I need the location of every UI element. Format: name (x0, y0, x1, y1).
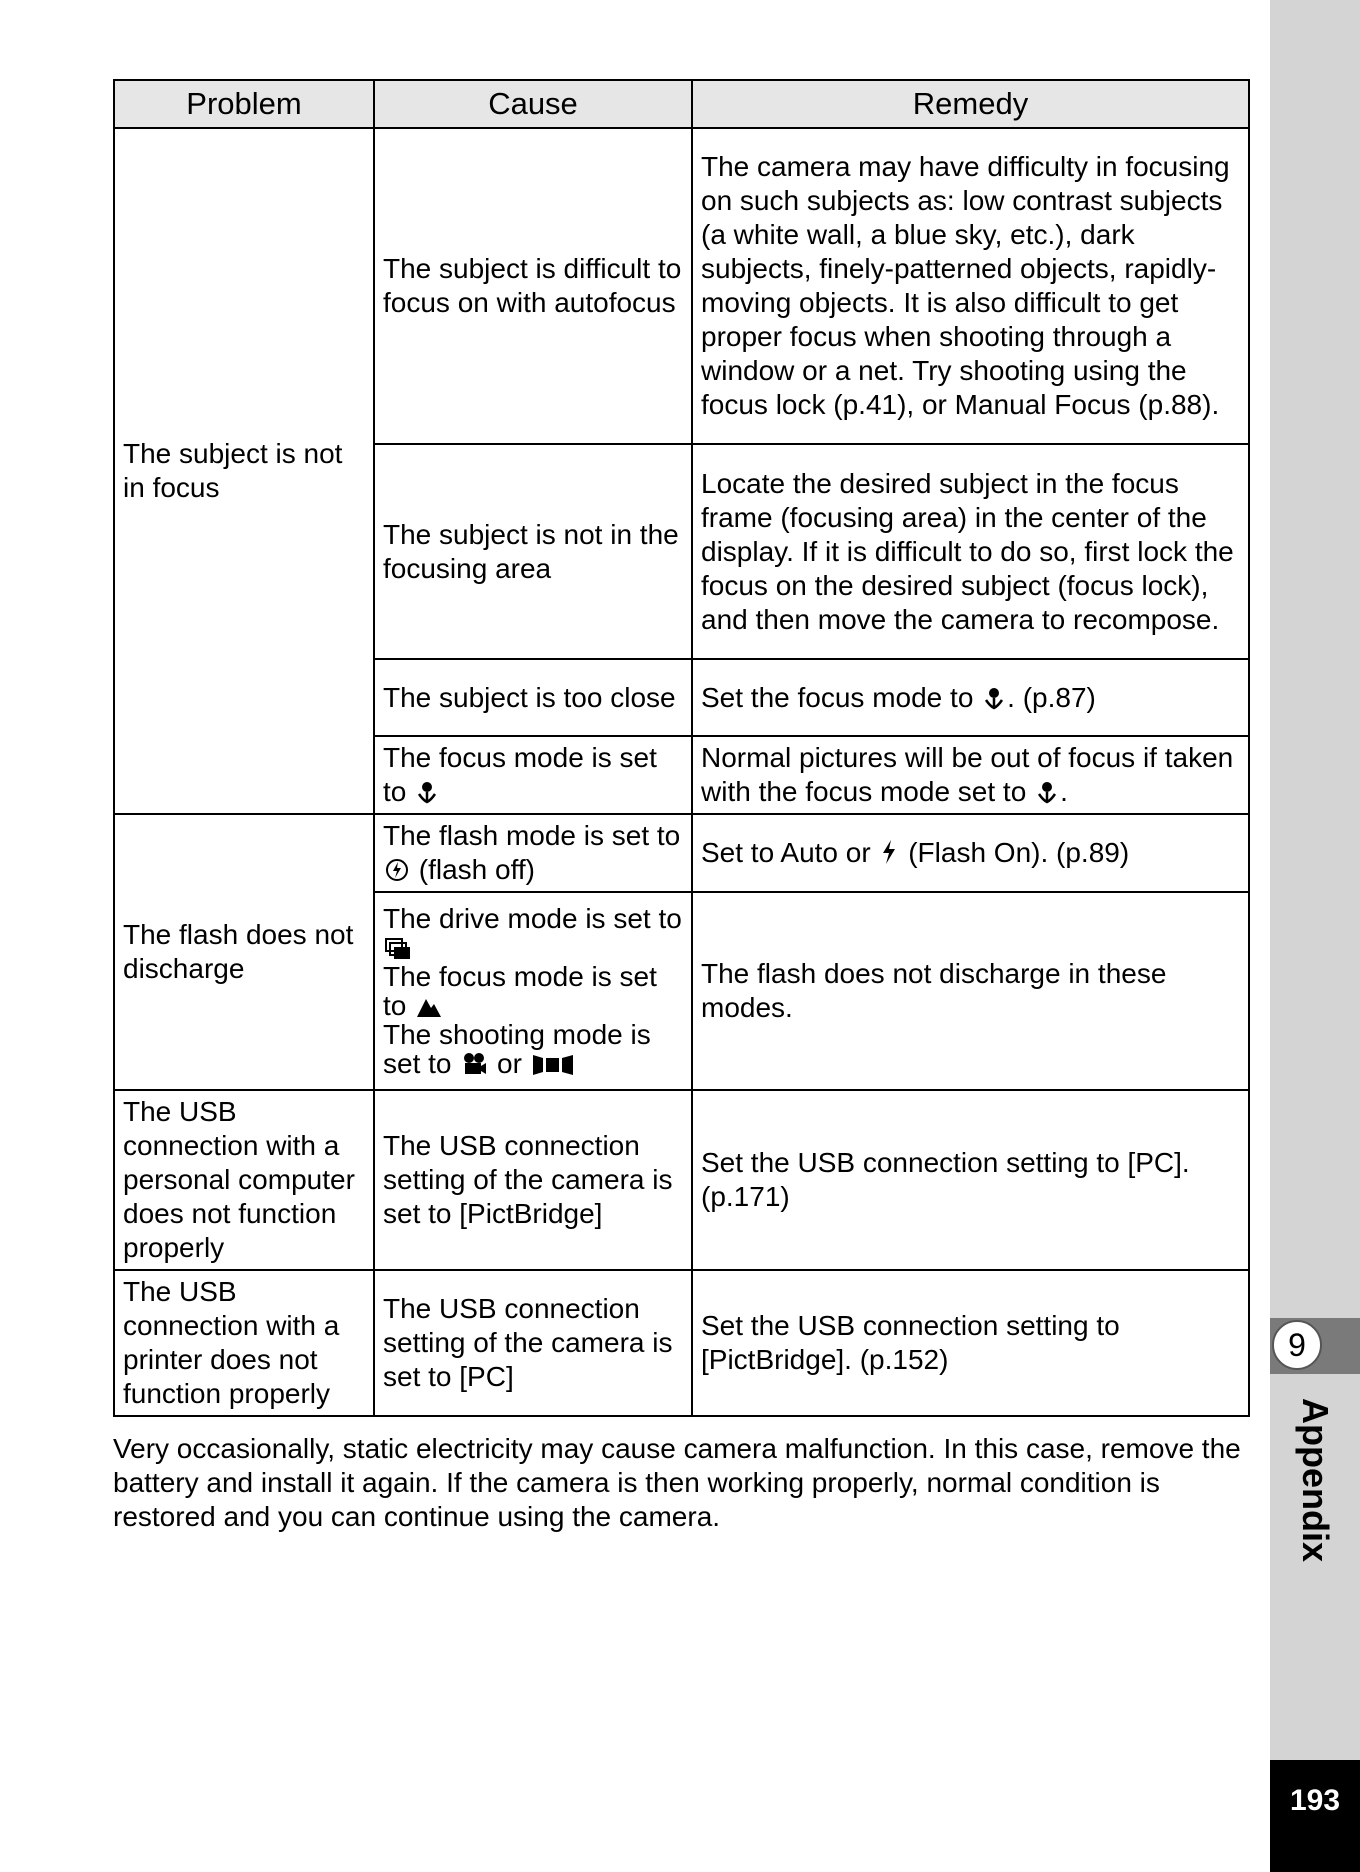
cause-cell: The USB connection setting of the camera is set to [PictBridge] (374, 1090, 692, 1270)
remedy-cell: Locate the desired subject in the focus frame (focusing area) in the center of the display. If it is difficult to do so, first lock the focus on the desired subject (focus lock), and then move the camera to recompose. (692, 444, 1249, 659)
problem-cell: The flash does not discharge (114, 814, 374, 1090)
table-row (114, 814, 1249, 892)
movie-camera-icon (461, 1052, 487, 1076)
cause-cell: The flash mode is set to (flash off) (374, 814, 692, 892)
chapter-label: Appendix (1295, 1397, 1337, 1563)
remedy-cell: The camera may have difficulty in focusing on such subjects as: low contrast subjects (a white wall, a blue sky, etc.), dark subjects, finely-patterned objects, rapidly-moving objects. It is also difficult to get proper focus when shooting through a window or a net. Try shooting using the focus lock (p.41), or Manual Focus (p.88). (692, 128, 1249, 444)
problem-cell: The USB connection with a personal computer does not function properly (114, 1090, 374, 1270)
remedy-cell: Set to Auto or (Flash On). (p.89) (692, 814, 1249, 892)
table-row (114, 1090, 1249, 1270)
cause-cell: The subject is not in the focusing area (374, 444, 692, 659)
cause-cell: The subject is too close (374, 659, 692, 736)
remedy-cell: The flash does not discharge in these modes. (692, 892, 1249, 1090)
panorama-icon (532, 1054, 574, 1076)
flash-on-icon (880, 839, 898, 865)
header-problem: Problem (114, 80, 374, 128)
cause-cell: The drive mode is set to The focus mode is set to The shooting mode is set to or (374, 892, 692, 1090)
flash-off-icon (385, 858, 409, 882)
page-number: 193 (1270, 1760, 1360, 1872)
remedy-cell: Set the focus mode to . (p.87) (692, 659, 1249, 736)
problem-cell: The subject is not in focus (114, 128, 374, 814)
header-remedy: Remedy (692, 80, 1249, 128)
table-row (114, 1270, 1249, 1416)
macro-flower-icon (1036, 780, 1058, 804)
remedy-cell: Set the USB connection setting to [PC]. (p.171) (692, 1090, 1249, 1270)
chapter-number: 9 (1272, 1320, 1322, 1370)
troubleshooting-table (113, 79, 1250, 1417)
header-cause: Cause (374, 80, 692, 128)
cause-cell: The USB connection setting of the camera is set to [PC] (374, 1270, 692, 1416)
cause-cell: The subject is difficult to focus on with autofocus (374, 128, 692, 444)
remedy-cell: Normal pictures will be out of focus if taken with the focus mode set to . (692, 736, 1249, 814)
table-header-row (114, 80, 1249, 128)
remedy-cell: Set the USB connection setting to [PictBridge]. (p.152) (692, 1270, 1249, 1416)
infinity-landscape-icon (416, 996, 442, 1018)
table-row (114, 128, 1249, 444)
problem-cell: The USB connection with a printer does not function properly (114, 1270, 374, 1416)
cause-cell: The focus mode is set to (374, 736, 692, 814)
note-paragraph: Very occasionally, static electricity may cause camera malfunction. In this case, remove the battery and install it again. If the camera is then working properly, normal condition is restored and you can continue using the camera. (113, 1433, 1241, 1532)
side-tab (1270, 0, 1360, 1872)
macro-flower-icon (416, 780, 438, 804)
continuous-shooting-icon (385, 938, 411, 960)
macro-flower-icon (983, 686, 1005, 710)
